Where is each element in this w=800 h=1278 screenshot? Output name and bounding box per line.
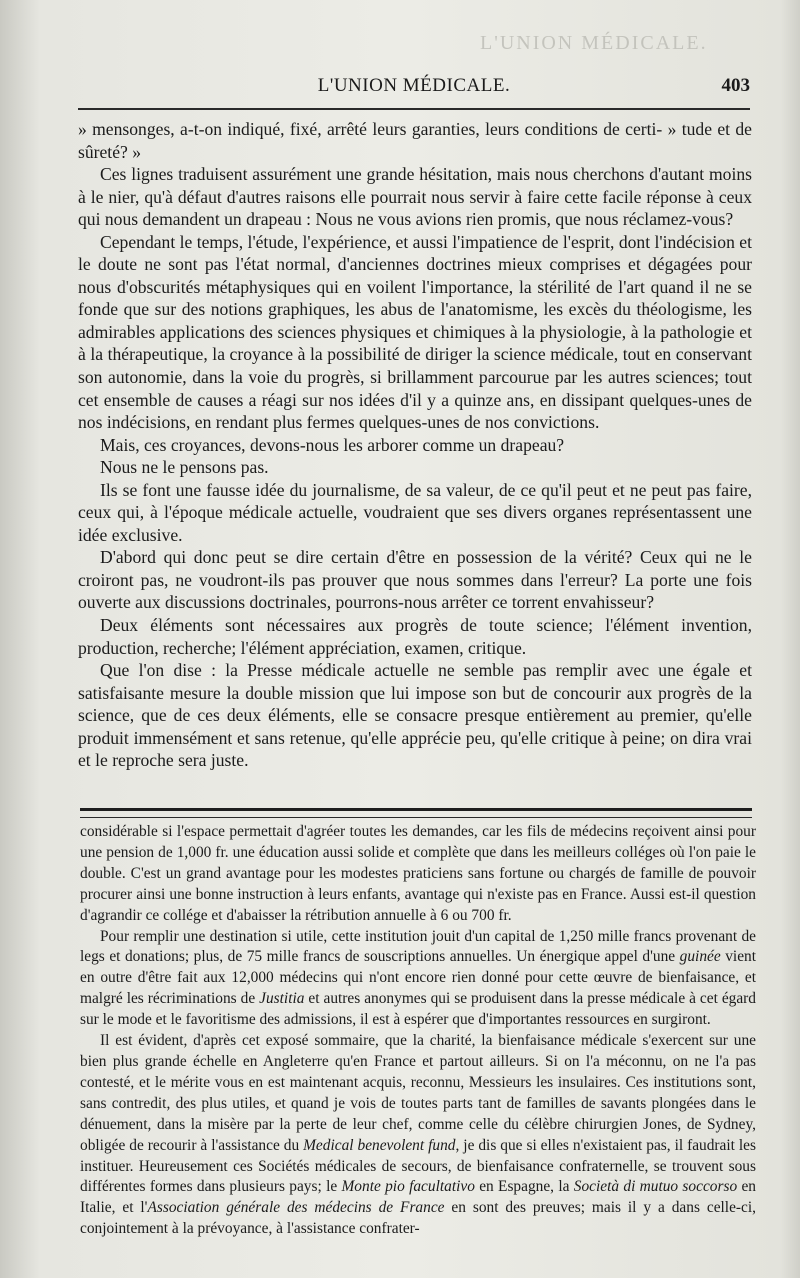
paragraph-7: D'abord qui donc peut se dire certain d'être en possession de la vérité? Ceux qui ne le croiront pas, ne voudront-ils pas prouver que nous sommes dans l'erreur? La porte une fois ouverte aux discussions doctrinales, pourrons-nous arrêter ce torrent envahisseur?	[78, 547, 752, 613]
feuilleton-divider	[80, 808, 752, 818]
feuilleton-paragraph-2	[80, 927, 756, 1032]
journal-title: L'UNION MÉDICALE.	[317, 75, 511, 96]
page-header	[78, 72, 750, 106]
paragraph-2: Ces lignes traduisent assurément une grande hésitation, mais nous cherchons d'autant moins à le nier, qu'à défaut d'autres raisons elle pourrait nous servir à faire cette facile réponse à ceux qui nous demandent un drapeau : Nous ne vous avions rien promis, que nous réclamez-vous?	[78, 164, 752, 230]
paragraph-4: Mais, ces croyances, devons-nous les arborer comme un drapeau?	[100, 434, 565, 455]
main-article	[78, 118, 752, 772]
italic-association: Association générale des médecins de France	[147, 1199, 445, 1217]
page-number: 403	[721, 75, 750, 96]
text-run: en sont des preuves; mais il y a dans celle-ci, conjointement à la prévoyance, à l'assistance confrater-	[80, 1199, 756, 1238]
text-run: et autres anonymes qui se produisent dans la presse médicale à cet égard sur le mode et le favoritisme des admissions, il est à espérer que d'importantes ressources en surgiront.	[80, 990, 757, 1029]
text-run: , je dis que si elles n'existaient pas, il faudrait les instituer. Heureusement ces Sociétés médicales de secours, de bienfaisance confraternelle, se trouvent sous différentes formes dans plusieurs pays; le	[80, 1136, 757, 1196]
paragraph-9: Que l'on dise : la Presse médicale actuelle ne semble pas remplir avec une égale et satisfaisante mesure la double mission que lui impose son but de concourir aux progrès de la science, que de ces deux éléments, elle se consacre presque entièrement au premier, qu'elle produit immensément et sans retenue, qu'elle apprécie peu, qu'elle critique à peine; on dira vrai et le reproche sera juste.	[78, 660, 752, 771]
feuilleton-section	[80, 822, 756, 1240]
text-run: en Espagne, la	[474, 1178, 574, 1196]
italic-societa: Società di mutuo soccorso	[573, 1178, 738, 1196]
text-run: en Italie, et l'	[80, 1178, 756, 1217]
italic-medical-fund: Medical benevolent fund	[303, 1136, 456, 1154]
paragraph-1: » mensonges, a-t-on indiqué, fixé, arrêté leurs garanties, leurs conditions de certi- » tude et de sûreté? »	[78, 119, 752, 162]
text-run: Il est évident, d'après cet exposé sommaire, que la charité, la bienfaisance médicale s'exercent sur une bien plus grande échelle en Angleterre qu'en France et partout ailleurs. Si on l'a méconnu, on ne l'a pas contesté, et le mérite vous en est maintenant acquis, reconnu, Messieurs les insulaires. Ces institutions sont, sans contredit, des plus utiles, et quand je vois de toutes parts tant de familles de savants plongées dans le dénuement, dans la misère par la perte de leur chef, comme celle du célèbre chirurgien Jones, de Sydney, obligée de recourir à l'assistance du	[80, 1032, 756, 1154]
text-run: Pour remplir une destination si utile, cette institution jouit d'un capital de 1,250 mille francs provenant de legs et donations; plus, de 75 mille francs de souscriptions annuelles. Un énergique appel d'une	[80, 927, 756, 966]
italic-guinee: guinée	[679, 948, 721, 966]
italic-monte-pio: Monte pio facultativo	[341, 1178, 475, 1196]
feuilleton-paragraph-1: considérable si l'espace permettait d'agréer toutes les demandes, car les fils de médecins reçoivent ainsi pour une pension de 1,000 fr. une éducation aussi solide et complète que dans les meilleurs colléges où l'on paie le double. C'est un grand avantage pour les modestes praticiens sans fortune ou chargés de famille de pouvoir procurer ainsi une bonne instruction à leurs enfants, avantage qui n'existe pas en France. Aussi est-il question d'agrandir ce collége et d'abaisser la rétribution annuelle à 6 ou 700 fr.	[80, 823, 756, 924]
text-run: vient en outre d'être fait aux 12,000 médecins qui n'ont encore rien donné pour cette œuvre de bienfaisance, et malgré les récriminations de	[80, 948, 756, 1008]
paragraph-5: Nous ne le pensons pas.	[100, 457, 269, 478]
header-rule	[78, 108, 750, 110]
italic-justitia: Justitia	[259, 990, 305, 1008]
feuilleton-paragraph-3	[80, 1031, 756, 1240]
paragraph-8: Deux éléments sont nécessaires aux progrès de toute science; l'élément invention, production, recherche; l'élément appréciation, examen, critique.	[78, 615, 752, 658]
bleed-through-header: L'UNION MÉDICALE.	[480, 32, 708, 54]
paragraph-6: Ils se font une fausse idée du journalisme, de sa valeur, de ce qu'il peut et ne peut pas faire, ceux qui, à l'époque médicale actuelle, voudraient que ses divers organes représentassent une idée exclusive.	[78, 479, 752, 545]
paragraph-3: Cependant le temps, l'étude, l'expérience, et aussi l'impatience de l'esprit, dont l'indécision et le doute ne sont pas l'état normal, d'anciennes doctrines mieux comprises et dégagées pour nous d'obscurités métaphysiques qui en voilent l'importance, la stérilité de l'art quand il ne se fonde que sur des notions graphiques, les abus de l'anatomisme, les excès du théologisme, les admirables applications des sciences physiques et chimiques à la physiologie, à la pathologie et à la thérapeutique, la croyance à la possibilité de diriger la science médicale, tout en conservant son autonomie, dans la voie du progrès, si brillamment parcourue par les autres sciences; tout cet ensemble de causes a réagi sur nos idées d'il y a quinze ans, en dissipant quelques-unes de nos indécisions, en rendant plus fermes quelques-unes de nos convictions.	[78, 231, 752, 433]
